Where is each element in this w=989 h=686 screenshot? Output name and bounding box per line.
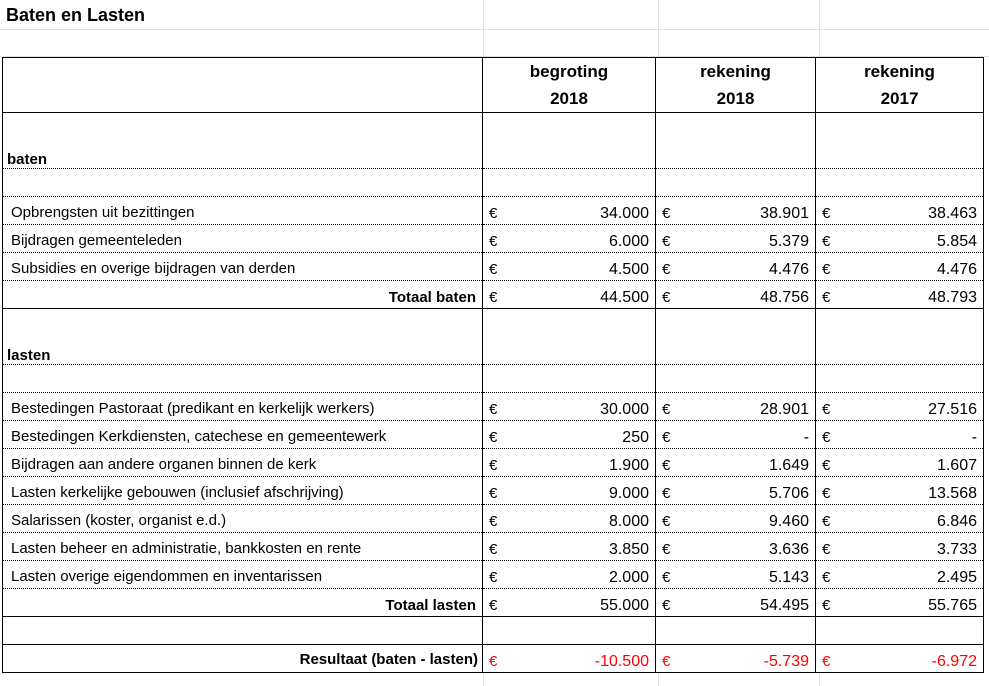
section-row <box>3 113 984 169</box>
row-label[interactable]: Lasten overige eigendommen en inventarissen <box>3 561 483 589</box>
value-cell[interactable]: € 4.476 <box>816 253 984 281</box>
total-value-cell[interactable]: € 48.793 <box>816 281 984 309</box>
table-row <box>3 393 984 421</box>
total-value-cell[interactable]: € 48.756 <box>656 281 816 309</box>
grid-line <box>0 29 989 30</box>
result-value-cell[interactable]: € -5.739 <box>656 645 816 673</box>
value-cell[interactable]: € - <box>816 421 984 449</box>
total-value-cell[interactable]: € 55.000 <box>483 589 656 617</box>
section-header[interactable]: baten <box>3 113 483 169</box>
table-row <box>3 477 984 505</box>
value-cell[interactable]: € 38.463 <box>816 197 984 225</box>
row-label[interactable]: Subsidies en overige bijdragen van derden <box>3 253 483 281</box>
row-label[interactable]: Lasten kerkelijke gebouwen (inclusief afschrijving) <box>3 477 483 505</box>
row-label[interactable]: Opbrengsten uit bezittingen <box>3 197 483 225</box>
spacer-row <box>3 169 984 197</box>
value-cell[interactable]: € 5.143 <box>656 561 816 589</box>
row-label[interactable]: Lasten beheer en administratie, bankkosten en rente <box>3 533 483 561</box>
value-cell[interactable]: € 5.854 <box>816 225 984 253</box>
value-cell[interactable]: € 2.000 <box>483 561 656 589</box>
row-label[interactable]: Bijdragen aan andere organen binnen de kerk <box>3 449 483 477</box>
total-row <box>3 589 984 617</box>
value-cell[interactable]: € 3.636 <box>656 533 816 561</box>
total-label[interactable]: Totaal lasten <box>3 589 483 617</box>
total-label[interactable]: Totaal baten <box>3 281 483 309</box>
row-label[interactable]: Salarissen (koster, organist e.d.) <box>3 505 483 533</box>
total-value-cell[interactable]: € 55.765 <box>816 589 984 617</box>
value-cell[interactable]: € 34.000 <box>483 197 656 225</box>
value-cell[interactable]: € 250 <box>483 421 656 449</box>
section-header[interactable]: lasten <box>3 309 483 365</box>
section-row <box>3 309 984 365</box>
value-cell[interactable]: € - <box>656 421 816 449</box>
row-label[interactable]: Bijdragen gemeenteleden <box>3 225 483 253</box>
table-row <box>3 421 984 449</box>
value-cell[interactable]: € 3.733 <box>816 533 984 561</box>
row-label[interactable]: Bestedingen Kerkdiensten, catechese en gemeentewerk <box>3 421 483 449</box>
row-label[interactable]: Bestedingen Pastoraat (predikant en kerkelijk werkers) <box>3 393 483 421</box>
result-row <box>3 645 984 673</box>
financial-table <box>2 57 984 673</box>
column-header[interactable]: rekening 2017 <box>816 58 984 113</box>
value-cell[interactable]: € 3.850 <box>483 533 656 561</box>
value-cell[interactable]: € 9.000 <box>483 477 656 505</box>
sheet-title: Baten en Lasten <box>6 5 146 25</box>
table-row <box>3 449 984 477</box>
value-cell[interactable]: € 4.500 <box>483 253 656 281</box>
value-cell[interactable]: € 6.846 <box>816 505 984 533</box>
value-cell[interactable]: € 30.000 <box>483 393 656 421</box>
value-cell[interactable]: € 1.607 <box>816 449 984 477</box>
value-cell[interactable]: € 38.901 <box>656 197 816 225</box>
value-cell[interactable]: € 13.568 <box>816 477 984 505</box>
value-cell[interactable]: € 4.476 <box>656 253 816 281</box>
table-row <box>3 225 984 253</box>
value-cell[interactable]: € 28.901 <box>656 393 816 421</box>
result-label[interactable]: Resultaat (baten - lasten) <box>3 645 483 673</box>
value-cell[interactable]: € 27.516 <box>816 393 984 421</box>
value-cell[interactable]: € 5.706 <box>656 477 816 505</box>
header-label-cell <box>3 58 483 113</box>
value-cell[interactable]: € 2.495 <box>816 561 984 589</box>
total-row <box>3 281 984 309</box>
value-cell[interactable]: € 1.900 <box>483 449 656 477</box>
table-row <box>3 533 984 561</box>
table-row <box>3 197 984 225</box>
table-row <box>3 561 984 589</box>
total-value-cell[interactable]: € 54.495 <box>656 589 816 617</box>
value-cell[interactable]: € 9.460 <box>656 505 816 533</box>
value-cell[interactable]: € 8.000 <box>483 505 656 533</box>
table-row <box>3 505 984 533</box>
header-row <box>3 58 984 113</box>
column-header[interactable]: begroting 2018 <box>483 58 656 113</box>
value-cell[interactable]: € 5.379 <box>656 225 816 253</box>
spacer-row <box>3 365 984 393</box>
result-value-cell[interactable]: € -6.972 <box>816 645 984 673</box>
result-value-cell[interactable]: € -10.500 <box>483 645 656 673</box>
value-cell[interactable]: € 6.000 <box>483 225 656 253</box>
column-header[interactable]: rekening 2018 <box>656 58 816 113</box>
table-row <box>3 253 984 281</box>
total-value-cell[interactable]: € 44.500 <box>483 281 656 309</box>
value-cell[interactable]: € 1.649 <box>656 449 816 477</box>
spacer-row <box>3 617 984 645</box>
